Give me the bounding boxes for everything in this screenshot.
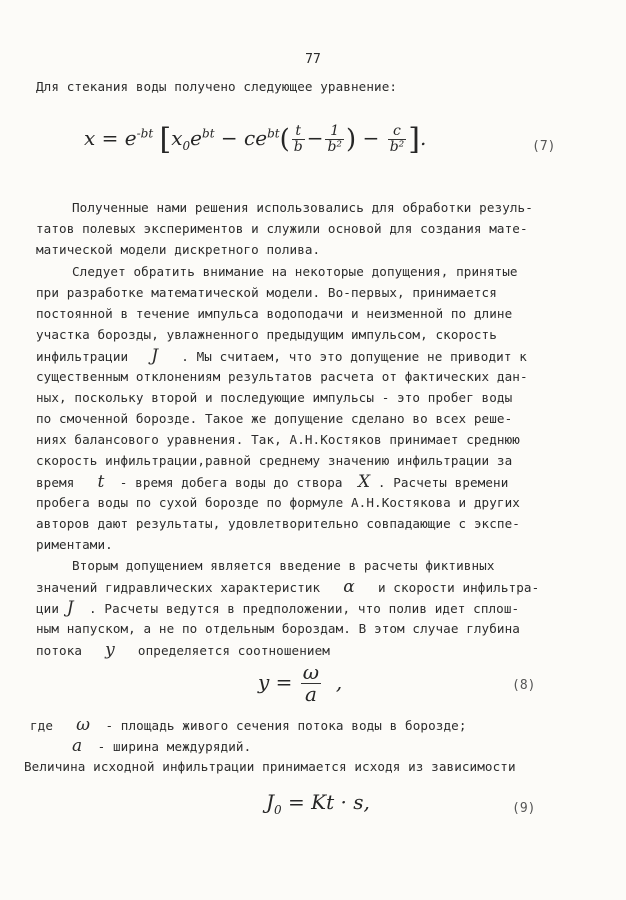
text-line: риментами. [36, 537, 113, 552]
text-line: татов полевых экспериментов и служили основой для создания мате- [36, 221, 528, 236]
text-line: потока y определяется соотношением [36, 640, 330, 660]
equation-8-number: (8) [512, 678, 536, 693]
fraction-omega-over-a: $\frac{\omega}{a}$ [302, 660, 320, 706]
text-line: ных, поскольку второй и последующие импульсы - это пробег воды [36, 390, 513, 405]
text-line: значений гидравлических характеристик α и скорости инфильтра- [36, 577, 540, 597]
symbol-a: a [72, 736, 83, 756]
text-line: Величина исходной инфильтрации принимается исходя из зависимости [24, 759, 516, 774]
text-line: Следует обратить внимание на некоторые допущения, принятые [72, 264, 518, 279]
page-number: 77 [305, 52, 321, 67]
equation-7: $x = e^{-bt}$ [$x_0e^{bt} - ce^{bt}$( $\frac{t}{b}$ − $\frac{1}{\text{b²}}$ ) − $\frac{c}{\text{b²}}$ ]. [84, 122, 427, 157]
text-line: матической модели дискретного полива. [36, 242, 321, 257]
text-line: ции J . Расчеты ведутся в предположении, что полив идет сплош- [36, 598, 520, 618]
symbol-X: X [357, 472, 371, 492]
equation-8: y = $\frac{\omega}{a}$ , [258, 660, 343, 706]
symbol-J: J [66, 598, 74, 618]
symbol-omega: ω [76, 715, 91, 735]
symbol-J: J [151, 346, 159, 366]
text-line: где ω - площадь живого сечения потока воды в борозде; [30, 715, 467, 735]
text-line: по смоченной борозде. Такое же допущение сделано во всех реше- [36, 411, 513, 426]
text-line: авторов дают результаты, удовлетворительно совпадающие с экспе- [36, 516, 520, 531]
symbol-t: t [97, 472, 105, 492]
text-line: ниях балансового уравнения. Так, А.Н.Костяков принимает среднюю [36, 432, 520, 447]
fraction-t-over-b: $\frac{t}{b}$ [293, 123, 303, 155]
text-line: скорость инфильтрации,равной среднему значению инфильтрации за [36, 453, 513, 468]
text-line: Полученные нами решения использовались для обработки резуль- [72, 200, 533, 215]
fraction-1-over-b2: $\frac{1}{\text{b²}}$ [327, 123, 343, 155]
text-line: ным напуском, а не по отдельным бороздам. В этом случае глубина [36, 621, 520, 636]
intro-line: Для стекания воды получено следующее уравнение: [36, 79, 398, 94]
text-line: пробега воды по сухой борозде по формуле А.Н.Костякова и других [36, 495, 520, 510]
text-line: постоянной в течение импульса водоподачи и неизменной по длине [36, 306, 513, 321]
text-line: a - ширина междурядий. [72, 736, 252, 756]
text-line: инфильтрации J . Мы считаем, что это допущение не приводит к [36, 346, 527, 366]
text-line: существенным отклонениям результатов расчета от фактических дан- [36, 369, 528, 384]
text-line: участка борозды, увлажненного предыдущим импульсом, скорость [36, 327, 497, 342]
fraction-c-over-b2: $\frac{c}{\text{b²}}$ [389, 123, 405, 155]
text-line: при разработке математической модели. Во-первых, принимается [36, 285, 497, 300]
equation-9-number: (9) [512, 801, 536, 816]
equation-7-number: (7) [532, 139, 556, 154]
equation-9: $J_0 = Kt \cdot s$, [266, 790, 370, 817]
symbol-alpha: α [343, 577, 355, 597]
text-line: время t - время добега воды до створа X . Расчеты времени [36, 472, 509, 492]
text-line: Вторым допущением является введение в расчеты фиктивных [72, 558, 495, 573]
symbol-y: y [105, 640, 115, 660]
